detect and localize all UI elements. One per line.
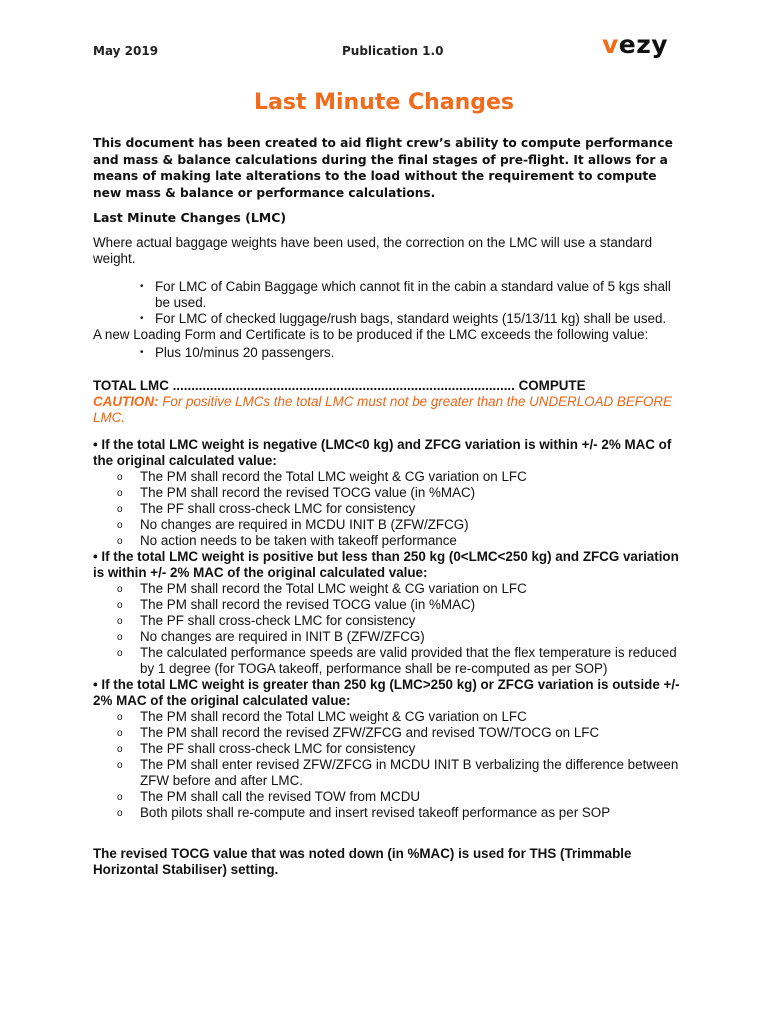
logo-rest: ezy: [618, 30, 669, 59]
vezy-logo: [602, 30, 668, 59]
final-note: The revised TOCG value that was noted down (in %MAC) is used for THS (Trimmable Horizontal Stabiliser) setting.: [93, 846, 632, 877]
list-item: o Both pilots shall re-compute and insert revised takeoff performance as per SOP: [93, 805, 683, 821]
list-item: o No action needs to be taken with takeoff performance: [93, 533, 683, 549]
list-item: o The calculated performance speeds are valid provided that the flex temperature is reduced by 1 degree (for TOGA takeoff, performance shall be re-computed as per SOP): [93, 645, 683, 677]
list-item: • For LMC of checked luggage/rush bags, standard weights (15/13/11 kg) shall be used.: [93, 311, 683, 327]
list-item: o No changes are required in MCDU INIT B (ZFW/ZFCG): [93, 517, 683, 533]
list-item: o The PM shall enter revised ZFW/ZFCG in MCDU INIT B verbalizing the difference between ZFW before and after LMC.: [93, 757, 683, 789]
condition-list: [93, 581, 683, 677]
list-item: o The PF shall cross-check LMC for consistency: [93, 501, 683, 517]
list-item: o The PM shall record the revised TOCG value (in %MAC): [93, 485, 683, 501]
baggage-bullet-list: [93, 279, 683, 327]
list-item: o The PM shall record the Total LMC weight & CG variation on LFC: [93, 709, 683, 725]
header-date: May 2019: [93, 44, 159, 58]
caution-label: CAUTION:: [93, 394, 159, 409]
condition-list: [93, 709, 683, 821]
condition-heading: • If the total LMC weight is negative (LMC<0 kg) and ZFCG variation is within +/- 2% MAC of the original calculated value:: [93, 437, 672, 468]
list-item: o The PM shall record the revised ZFW/ZFCG and revised TOW/TOCG on LFC: [93, 725, 683, 741]
total-lmc-line: TOTAL LMC ............................................................................................ COMPUTE: [93, 378, 586, 393]
list-item: • Plus 10/minus 20 passengers.: [93, 345, 683, 361]
list-item: • For LMC of Cabin Baggage which cannot fit in the cabin a standard value of 5 kgs shall be used.: [93, 279, 683, 311]
caution-note: [93, 394, 683, 426]
list-item: o The PF shall cross-check LMC for consistency: [93, 613, 683, 629]
logo-accent: v: [602, 30, 619, 59]
caution-text: For positive LMCs the total LMC must not be greater than the UNDERLOAD BEFORE LMC.: [93, 394, 672, 425]
list-item: o The PM shall call the revised TOW from MCDU: [93, 789, 683, 805]
list-item: o The PF shall cross-check LMC for consistency: [93, 741, 683, 757]
list-item: o No changes are required in INIT B (ZFW/ZFCG): [93, 629, 683, 645]
header-publication: Publication 1.0: [342, 44, 444, 58]
lmc-heading: Last Minute Changes (LMC): [93, 210, 287, 225]
list-item: o The PM shall record the Total LMC weight & CG variation on LFC: [93, 581, 683, 597]
baggage-paragraph: Where actual baggage weights have been used, the correction on the LMC will use a standard weight.: [93, 235, 653, 266]
condition-heading: • If the total LMC weight is greater than 250 kg (LMC>250 kg) or ZFCG variation is outside +/- 2% MAC of the original calculated value:: [93, 677, 680, 708]
loading-paragraph: A new Loading Form and Certificate is to be produced if the LMC exceeds the following value:: [93, 327, 649, 342]
page-title: Last Minute Changes: [253, 90, 515, 115]
intro-paragraph: This document has been created to aid flight crew’s ability to compute performance and mass & balance calculations during the final stages of pre-flight. It allows for a means of making late alterations to the load without the requirement to compute new mass & balance or performance calculations.: [93, 136, 673, 200]
list-item: o The PM shall record the revised TOCG value (in %MAC): [93, 597, 683, 613]
list-item: o The PM shall record the Total LMC weight & CG variation on LFC: [93, 469, 683, 485]
condition-list: [93, 469, 683, 549]
condition-heading: • If the total LMC weight is positive but less than 250 kg (0<LMC<250 kg) and ZFCG variation is within +/- 2% MAC of the original calculated value:: [93, 549, 679, 580]
document-body: [93, 210, 683, 878]
loading-bullet-list: [93, 345, 683, 361]
